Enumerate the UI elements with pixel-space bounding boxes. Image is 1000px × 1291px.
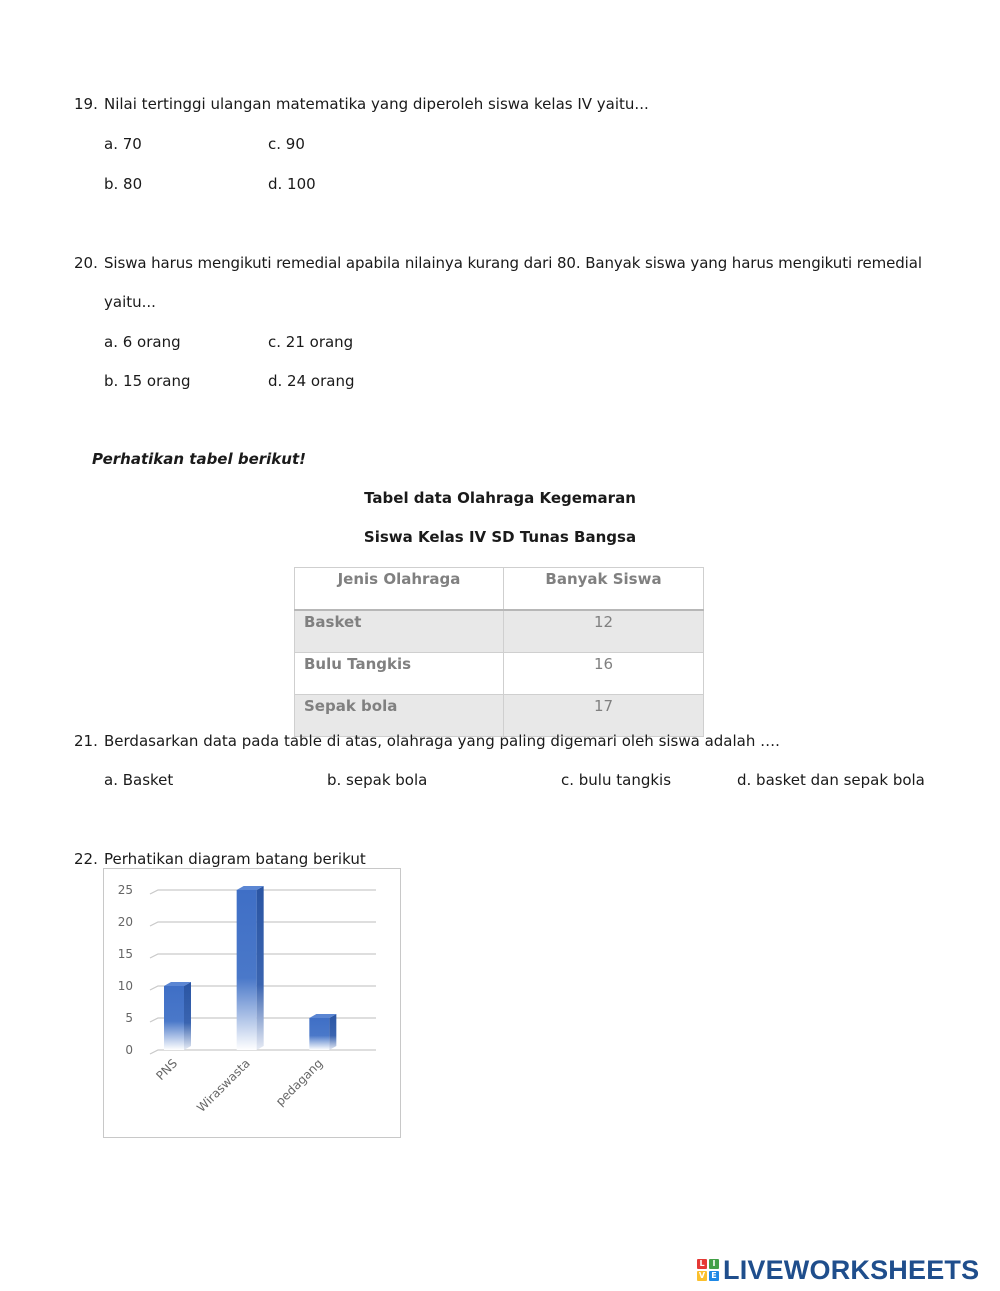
- table-title-line1: Tabel data Olahraga Kegemaran: [364, 489, 636, 507]
- chart-y-tick-label: 0: [125, 1043, 133, 1057]
- q21-option-b: b. sepak bola: [327, 771, 428, 789]
- logo-text: LIVEWORKSHEETS: [723, 1254, 980, 1285]
- q20-option-d: d. 24 orang: [268, 372, 355, 390]
- chart-y-tick-label: 5: [125, 1011, 133, 1025]
- chart-bar: [164, 986, 184, 1050]
- sports-table: [294, 567, 704, 737]
- logo-letter: V: [698, 1271, 706, 1280]
- table-header-row: [295, 568, 704, 611]
- table-cell-sport: Basket: [295, 610, 504, 653]
- question-19-text: Nilai tertinggi ulangan matematika yang diperoleh siswa kelas IV yaitu...: [104, 95, 649, 113]
- q19-option-a: a. 70: [104, 135, 142, 153]
- table-row: [295, 695, 704, 737]
- chart-bar-side: [184, 982, 191, 1050]
- liveworksheets-logo: [697, 1256, 979, 1284]
- table-cell-count: 12: [504, 610, 704, 653]
- q21-option-d: d. basket dan sepak bola: [737, 771, 925, 789]
- chart-gridline: [150, 1050, 376, 1054]
- q21-option-a: a. Basket: [104, 771, 174, 789]
- chart-bar: [309, 1018, 329, 1050]
- question-20-text-line2: yaitu...: [104, 293, 156, 311]
- question-21-number: 21.: [74, 732, 98, 750]
- table-cell-sport: Sepak bola: [295, 695, 504, 737]
- q20-option-a: a. 6 orang: [104, 333, 181, 351]
- logo-letter: I: [709, 1259, 719, 1269]
- question-21-text: Berdasarkan data pada table di atas, olahraga yang paling digemari oleh siswa adalah ….: [104, 732, 780, 750]
- question-22-number: 22.: [74, 850, 98, 868]
- question-19-number: 19.: [74, 95, 98, 113]
- table-instruction: Perhatikan tabel berikut!: [92, 450, 306, 468]
- chart-x-tick-label: pedagang: [273, 1056, 326, 1109]
- question-22-text: Perhatikan diagram batang berikut: [104, 850, 366, 868]
- chart-y-tick-label: 10: [117, 979, 133, 993]
- table-cell-count: 16: [504, 653, 704, 695]
- table-row: [295, 610, 704, 653]
- chart-y-tick-label: 20: [117, 915, 133, 929]
- table-cell-sport: Bulu Tangkis: [295, 653, 504, 695]
- chart-x-tick-label: Wiraswasta: [194, 1056, 253, 1115]
- question-20-text-line1: Siswa harus mengikuti remedial apabila nilainya kurang dari 80. Banyak siswa yang harus mengikuti remedial: [104, 254, 922, 272]
- q21-option-c: c. bulu tangkis: [561, 771, 672, 789]
- logo-icon: [697, 1259, 719, 1281]
- table-cell-count: 17: [504, 695, 704, 737]
- chart-bar-side: [257, 886, 264, 1050]
- bar-chart-svg: [104, 869, 400, 1137]
- chart-x-tick-label: PNS: [153, 1056, 181, 1083]
- chart-y-tick-label: 15: [117, 947, 133, 961]
- q20-option-c: c. 21 orang: [268, 333, 354, 351]
- logo-letter: E: [709, 1271, 719, 1281]
- table-header-count: Banyak Siswa: [504, 568, 704, 611]
- q19-option-c: c. 90: [268, 135, 305, 153]
- table-row: [295, 653, 704, 695]
- q19-option-d: d. 100: [268, 175, 316, 193]
- q20-option-b: b. 15 orang: [104, 372, 191, 390]
- logo-letter: L: [697, 1259, 707, 1269]
- chart-bar-side: [329, 1014, 336, 1050]
- question-20-number: 20.: [74, 254, 98, 272]
- bar-chart: [103, 868, 401, 1138]
- chart-bar: [237, 890, 257, 1050]
- chart-y-tick-label: 25: [117, 883, 133, 897]
- table-title-line2: Siswa Kelas IV SD Tunas Bangsa: [363, 528, 637, 546]
- q19-option-b: b. 80: [104, 175, 143, 193]
- table-header-sport: Jenis Olahraga: [295, 568, 504, 611]
